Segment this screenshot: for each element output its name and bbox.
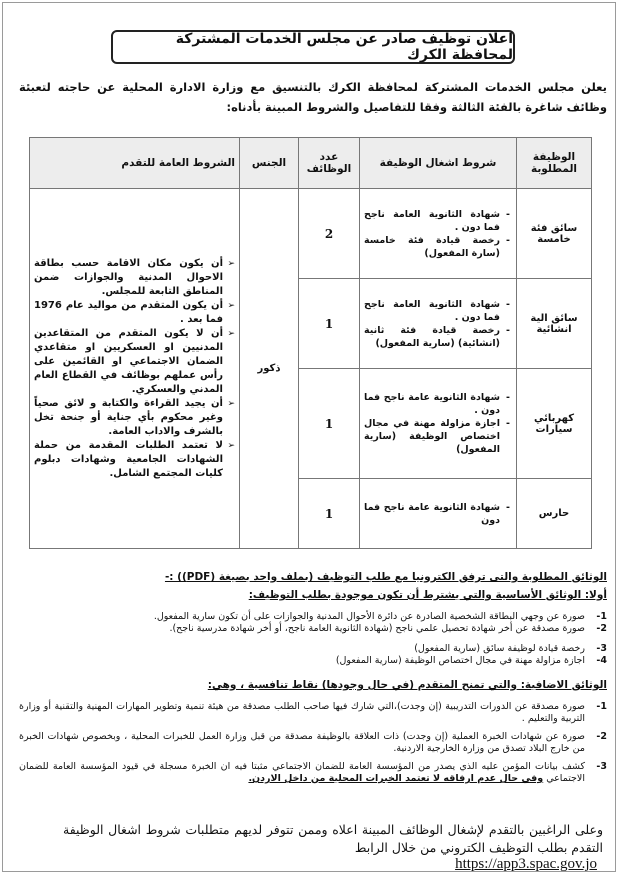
announcement-title: اعلان توظيف صادر عن مجلس الخدمات المشتركة لمحافظة الكرك [111,30,515,64]
job-count: 1 [299,279,360,369]
list-item: 2- صورة عن شهادات الخبرة العملية (إن وجدت) ذات العلاقة بالوظيفة مصدقة من قبل وزارة العمل للخبرات المحلية ، وبخصوص شهادات الخبرة من خارج البلاد تصدق من وزارة الخارجية الاردنية. [19,731,607,754]
list-item: 2- صورة مصدقة عن أخر شهادة تحصيل علمي ناجح (شهادة الثانوية العامة ناجح، أو أخر شهادة مدرسية ناجح). [169,623,607,634]
job-title: سائق فئة خامسة [517,189,592,279]
list-item: 3- كشف بيانات المؤمن عليه الذي يصدر من المؤسسة العامة للضمان الاجتماعي مثبتا فيه ان الخبرة مسجلة في قيود المؤسسة العامة للضمان الاجتماعي وفي حال عدم ارفاقه لا تعتمد الخبرات المحلية من داخل الاردن. [19,761,607,784]
application-link[interactable]: https://app3.spac.gov.jo [455,856,597,872]
requirement-item: - اجازة مزاولة مهنة في مجال اختصاص الوظيفة (سارية المفعول) [364,417,500,456]
table-header-row [30,138,592,189]
requirement-item: - شهادة الثانوية العامة ناجح فما دون . [364,298,500,324]
job-requirements [360,279,517,369]
general-conditions [30,189,240,549]
condition-item: ➢ أن يجيد القراءة والكتابة و لائق صحياً وغير محكوم بأي جناية أو جنحة تخل بالشرف والاداب العامة. [34,397,223,439]
job-title: حارس [517,479,592,549]
job-requirements [360,189,517,279]
extra-documents-heading: الوثائق الاضافية: والتي تمنح المتقدم (في حال وجودها) نقاط تنافسية ، وهي: [207,679,607,691]
jobs-table [29,137,592,549]
header-job: الوظيفة المطلوبة [517,138,592,189]
requirement-item: - رخصة قيادة فئة ثانية (انشائية) (سارية المفعول) [364,324,500,350]
header-general: الشروط العامة للتقدم [30,138,240,189]
requirement-item: - شهادة الثانوية عامة ناجح فما دون [364,501,500,527]
table-row [30,189,592,279]
list-item: 1- صورة عن وجهي البطاقة الشخصية الصادرة عن دائرة الأحوال المدنية والجوازات على أن تكون سارية المفعول. [153,611,607,622]
basic-documents-list [19,611,607,667]
header-requirements: شروط اشغال الوظيفة [360,138,517,189]
job-count: 2 [299,189,360,279]
condition-item: ➢ أن لا يكون المتقدم من المتقاعدين المدنيين او العسكريين او متقاعدي الضمان الاجتماعي او القائمين على رأس عملهم بوظائف في القطاع العام المدني والعسكري. [34,327,223,397]
list-item: 1- صورة مصدقة عن الدورات التدريبية (إن وجدت)،التي شارك فيها صاحب الطلب مصدقة من هيئة تنمية وتطوير المهارات المهنية والتقنية أو وزارة التربية والتعليم . [19,701,607,724]
extra-documents-list [19,701,607,785]
documents-section [19,565,607,785]
gender-cell: ذكور [240,189,299,549]
intro-paragraph: يعلن مجلس الخدمات المشتركة لمحافظة الكرك بالتنسيق مع وزارة الادارة المحلية عن حاجته لتعبئة وظائف شاغرة بالفئة الثالثة وفقا للتفاصيل والشروط المبينة بأدناه: [19,80,607,114]
condition-item: ➢ أن يكون مكان الاقامة حسب بطاقة الاحوال المدنية والجوازات ضمن المناطق التابعة للمجلس. [34,257,223,299]
requirement-item: - شهادة الثانوية عامة ناجح فما دون . [364,391,500,417]
job-title: كهربائي سيارات [517,369,592,479]
job-requirements [360,479,517,549]
closing-paragraph: وعلى الراغبين بالتقدم لإشغال الوظائف المبينة اعلاه وممن تتوفر لديهم متطلبات شروط اشغال الوظيفة التقدم بطلب التوظيف الكتروني من خلال الرابط [63,822,603,855]
job-requirements [360,369,517,479]
job-count: 1 [299,479,360,549]
list-item: 4- اجازة مزاولة مهنة في مجال اختصاص الوظيفة (سارية المفعول) [335,655,607,666]
list-item: 3- رخصة قيادة لوظيفة سائق (سارية المفعول) [414,643,607,654]
job-count: 1 [299,369,360,479]
header-count: عدد الوظائف [299,138,360,189]
condition-item: ➢ لا تعتمد الطلبات المقدمة من حملة الشهادات الجامعية وشهادات دبلوم كليات المجتمع الشامل. [34,439,223,481]
requirement-item: - رخصة قيادة فئة خامسة (سارة المفعول) [364,234,500,260]
basic-documents-heading: أولا: الوثائق الأساسية والتي يشترط أن تكون موجودة بطلب التوظيف: [248,589,607,601]
job-title: سائق الية انشائية [517,279,592,369]
document-page [2,2,616,872]
requirement-item: - شهادة الثانوية العامة ناجح فما دون . [364,208,500,234]
documents-heading: الوثائق المطلوبة والتى ترفق الكترونيا مع طلب التوظيف (بملف واحد بصيغة (PDF)) :- [164,571,607,583]
condition-item: ➢ أن يكون المتقدم من مواليد عام 1976 فما بعد . [34,299,223,327]
header-gender: الجنس [240,138,299,189]
